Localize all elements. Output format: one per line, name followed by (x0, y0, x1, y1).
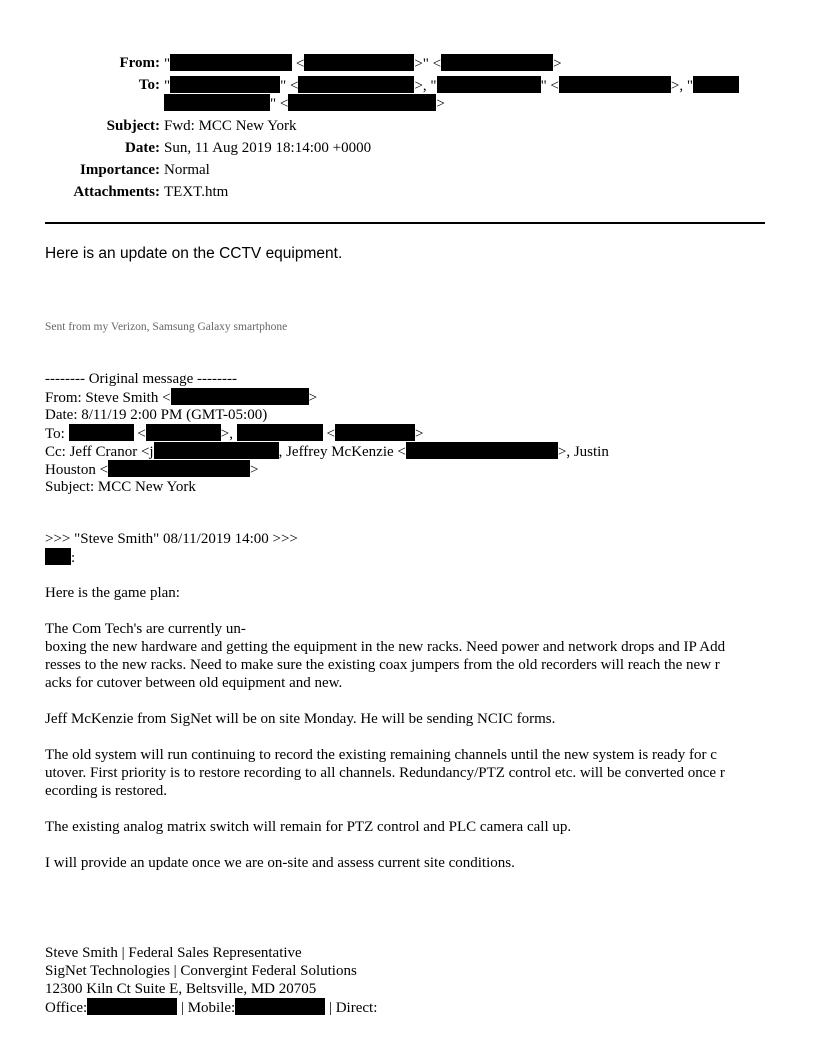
orig-to: To: < >, < > (45, 426, 424, 442)
original-marker: -------- Original message -------- (45, 371, 237, 387)
to-value: " " < >, " " < >, " (164, 76, 739, 95)
redaction (154, 442, 279, 459)
redaction (164, 94, 270, 111)
paragraph: The existing analog matrix switch will remain for PTZ control and PLC camera call up. (45, 819, 572, 835)
redaction (288, 94, 436, 111)
greeting: : (45, 548, 75, 567)
date-label: Date: (125, 140, 160, 156)
attachment-link[interactable]: TEXT.htm (164, 184, 229, 200)
office-label: Office: (45, 1000, 88, 1016)
signature-line: 12300 Kiln Ct Suite E, Beltsville, MD 20705 (45, 981, 317, 997)
orig-cc-cont: Houston < > (45, 462, 259, 478)
paragraph: Here is the game plan: (45, 585, 180, 601)
quote-header: >>> "Steve Smith" 08/11/2019 14:00 >>> (45, 531, 298, 547)
paragraph-line: utover. First priority is to restore recording to all channels. Redundancy/PTZ control etc. will be converted once r (45, 765, 725, 781)
attachments-label: Attachments: (73, 184, 160, 200)
redaction (559, 76, 671, 93)
date-value: Sun, 11 Aug 2019 18:14:00 +0000 (164, 140, 372, 156)
redaction (235, 998, 325, 1015)
signature-line: Steve Smith | Federal Sales Representative (45, 945, 302, 961)
redaction (170, 76, 280, 93)
redaction (304, 54, 414, 71)
signature-phones (45, 998, 377, 1017)
redaction (45, 548, 71, 565)
sent-from: Sent from my Verizon, Samsung Galaxy smartphone (45, 321, 288, 333)
signature-line: SigNet Technologies | Convergint Federal Solutions (45, 963, 357, 979)
orig-cc (45, 442, 609, 461)
redaction (237, 424, 323, 441)
subject-label: Subject: (106, 118, 160, 134)
mobile-label: | Mobile: (177, 1000, 236, 1016)
cc-text: >, Justin (557, 444, 609, 460)
redaction (298, 76, 414, 93)
redaction (406, 442, 558, 459)
importance-value: Normal (164, 162, 210, 178)
redaction (146, 424, 221, 441)
divider (45, 222, 765, 224)
redaction (171, 388, 309, 405)
paragraph-line: The old system will run continuing to record the existing remaining channels until the new system is ready for c (45, 747, 717, 763)
orig-from: From: Steve Smith < > (45, 390, 318, 406)
cc-text: , Jeffrey McKenzie < (278, 444, 406, 460)
paragraph-line: resses to the new racks. Need to make sure the existing coax jumpers from the old recorders will reach the new r (45, 657, 720, 673)
redaction (437, 76, 541, 93)
orig-from-text: From: Steve Smith < (45, 390, 171, 406)
to-value-cont: " < > (164, 94, 445, 113)
cc-text: Cc: Jeff Cranor <j (45, 444, 154, 460)
to-label: To: (138, 77, 160, 93)
redaction (170, 54, 292, 71)
redaction (69, 424, 134, 441)
redaction (693, 76, 739, 93)
orig-to-label: To: (45, 426, 65, 442)
from-value: " < >" < > (164, 56, 562, 72)
subject-value: Fwd: MCC New York (164, 118, 297, 134)
paragraph: I will provide an update once we are on-site and assess current site conditions. (45, 855, 515, 871)
redaction (108, 460, 250, 477)
redaction (335, 424, 415, 441)
paragraph-line: boxing the new hardware and getting the equipment in the new racks. Need power and network drops and IP Add (45, 639, 726, 655)
cc-text: Houston < (45, 462, 109, 478)
paragraph-line: ecording is restored. (45, 783, 168, 799)
paragraph: Jeff McKenzie from SigNet will be on site Monday. He will be sending NCIC forms. (45, 711, 556, 727)
orig-subject: Subject: MCC New York (45, 479, 196, 495)
paragraph-line: The Com Tech's are currently un- (45, 621, 246, 637)
from-label: From: (119, 55, 160, 71)
redaction (87, 998, 177, 1015)
importance-label: Importance: (80, 162, 160, 178)
intro-text: Here is an update on the CCTV equipment. (45, 245, 343, 262)
paragraph-line: acks for cutover between old equipment and new. (45, 675, 343, 691)
orig-date: Date: 8/11/19 2:00 PM (GMT-05:00) (45, 407, 268, 423)
direct-label: | Direct: (325, 1000, 378, 1016)
redaction (441, 54, 553, 71)
